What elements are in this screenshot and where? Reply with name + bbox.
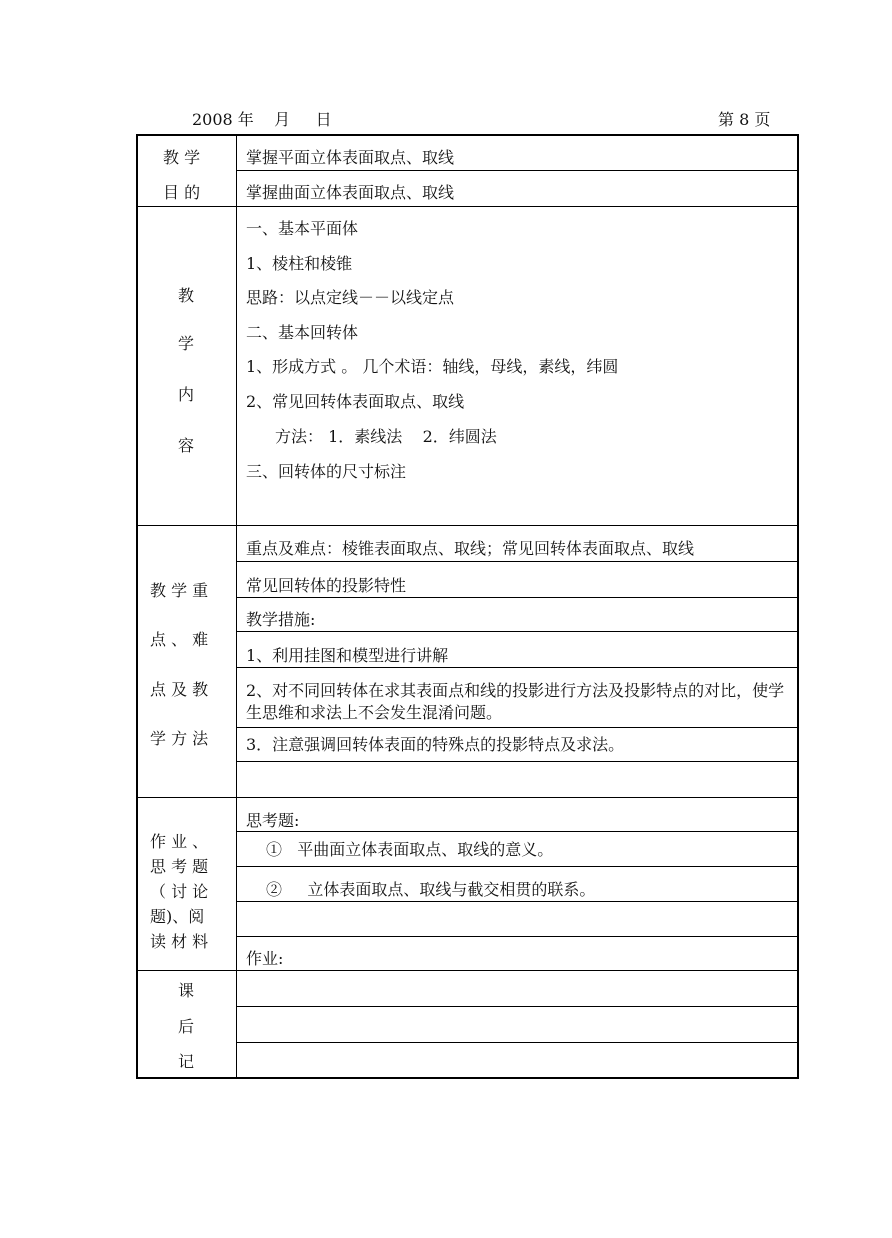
content-line: 2、常见回转体表面取点、取线 <box>246 392 465 411</box>
objectives-label-line1: 教 学 <box>163 148 201 167</box>
row-divider <box>237 901 798 902</box>
homework-line: ② 立体表面取点、取线与截交相贯的联系。 <box>266 880 596 899</box>
key-points-line: 教学措施: <box>246 610 316 629</box>
row-divider <box>237 170 798 171</box>
content-label-char: 内 <box>178 385 195 404</box>
homework-line: ① 平曲面立体表面取点、取线的意义。 <box>266 840 554 859</box>
key-points-line: 常见回转体的投影特性 <box>246 576 407 595</box>
key-points-line: 3．注意强调回转体表面的特殊点的投影特点及求法。 <box>246 735 625 754</box>
objective-item: 掌握平面立体表面取点、取线 <box>246 148 455 167</box>
key-points-label-line: 点 、 难 <box>150 630 209 649</box>
content-label-char: 教 <box>178 286 195 305</box>
notes-label-char: 记 <box>178 1052 195 1071</box>
row-divider <box>237 866 798 867</box>
homework-line: 思考题: <box>246 811 300 830</box>
notes-label-char: 课 <box>178 981 195 1000</box>
homework-label-line: 作 业 、 <box>150 832 209 851</box>
content-line: 二、基本回转体 <box>246 323 359 342</box>
objective-item: 掌握曲面立体表面取点、取线 <box>246 183 455 202</box>
row-divider <box>237 597 798 598</box>
key-points-label-line: 点 及 教 <box>150 680 209 699</box>
section-divider <box>137 797 798 798</box>
row-divider <box>237 561 798 562</box>
content-line: 1、棱柱和棱锥 <box>246 254 353 273</box>
objectives-label-line2: 目 的 <box>163 183 201 202</box>
section-divider <box>137 970 798 971</box>
key-points-label-line: 学 方 法 <box>150 729 209 748</box>
homework-label-line: 思 考 题 <box>150 857 209 876</box>
content-line: 一、基本平面体 <box>246 219 359 238</box>
row-divider <box>237 667 798 668</box>
content-line: 思路：以点定线－－以线定点 <box>246 288 455 307</box>
content-line: 1、形成方式 。 几个术语：轴线，母线，素线，纬圆 <box>246 357 619 376</box>
row-divider <box>237 631 798 632</box>
content-line: 方法： 1．素线法 2．纬圆法 <box>275 427 497 446</box>
row-divider <box>237 1006 798 1007</box>
row-divider <box>237 727 798 728</box>
key-points-label-line: 教 学 重 <box>150 581 209 600</box>
row-divider <box>237 831 798 832</box>
homework-line: 作业: <box>246 949 284 968</box>
homework-label-line: （ 讨 论 <box>150 882 209 901</box>
row-divider <box>237 936 798 937</box>
section-divider <box>137 206 798 207</box>
content-label-char: 学 <box>178 334 195 353</box>
content-label-char: 容 <box>178 436 195 455</box>
key-points-line: 2、对不同回转体在求其表面点和线的投影进行方法及投影特点的对比，使学生思维和求法上不会发生混淆问题。 <box>246 681 785 722</box>
content-line: 三、回转体的尺寸标注 <box>246 462 407 481</box>
key-points-line: 1、利用挂图和模型进行讲解 <box>246 646 449 665</box>
homework-label-line: 题)、阅 <box>150 907 205 926</box>
homework-label-line: 读 材 料 <box>150 932 209 951</box>
key-points-line: 重点及难点：棱锥表面取点、取线；常见回转体表面取点、取线 <box>246 539 695 558</box>
notes-label-char: 后 <box>178 1017 195 1036</box>
header-page-number: 第 8 页 <box>718 110 771 129</box>
header-date: 2008 年 月 日 <box>192 110 332 129</box>
row-divider <box>237 1042 798 1043</box>
section-divider <box>137 525 798 526</box>
row-divider <box>237 761 798 762</box>
